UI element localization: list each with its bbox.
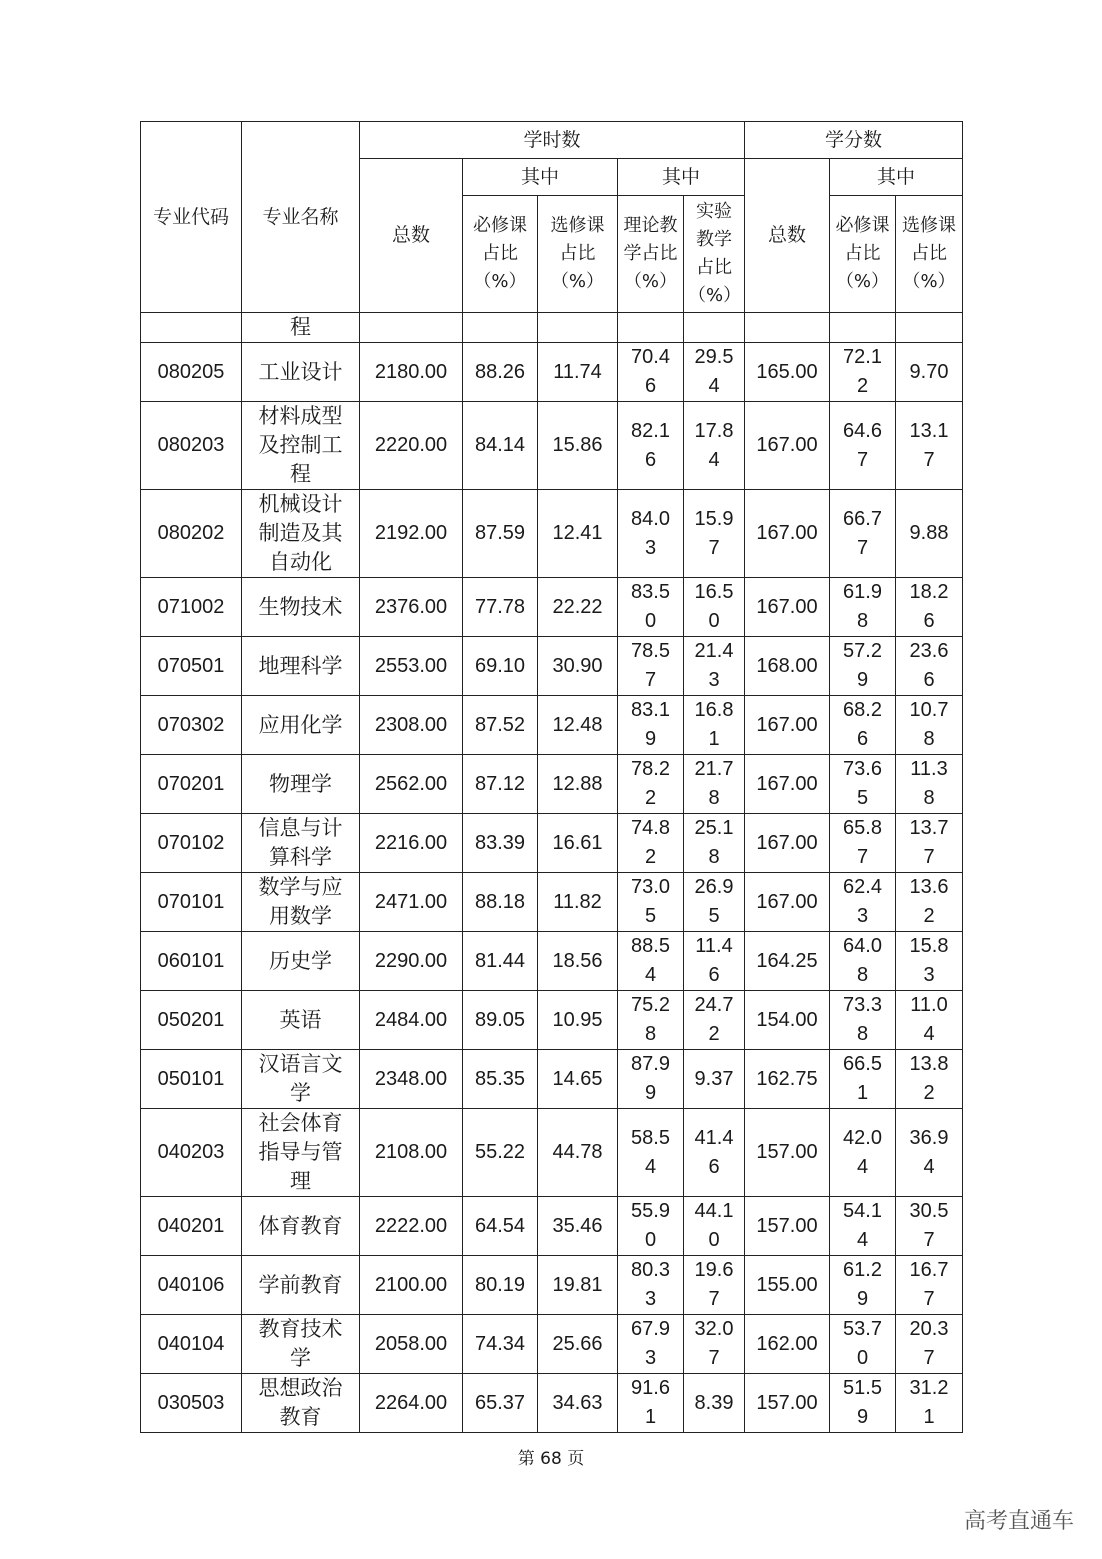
cell-credit-compulsory-pct: 73.38	[830, 991, 896, 1050]
table-row	[141, 490, 963, 578]
cell-elective-pct: 34.63	[538, 1374, 618, 1433]
cell-credit-elective-pct: 23.66	[896, 637, 963, 696]
cell-name: 教育技术学	[242, 1315, 360, 1374]
cell-elective-pct: 12.88	[538, 755, 618, 814]
table-row	[141, 637, 963, 696]
cell-hours-total: 2058.00	[360, 1315, 463, 1374]
table-row	[141, 1197, 963, 1256]
cell-elective-pct: 15.86	[538, 402, 618, 490]
cell-name: 生物技术	[242, 578, 360, 637]
cell-credits-total: 157.00	[745, 1374, 830, 1433]
cell-compulsory-pct: 65.37	[463, 1374, 538, 1433]
cell-name: 社会体育指导与管理	[242, 1109, 360, 1197]
cell-compulsory-pct: 87.52	[463, 696, 538, 755]
curriculum-table	[140, 121, 963, 1433]
cell-credits-total: 157.00	[745, 1109, 830, 1197]
cell-hours-total: 2180.00	[360, 343, 463, 402]
cell-elective-pct: 16.61	[538, 814, 618, 873]
cell-compulsory-pct: 64.54	[463, 1197, 538, 1256]
cell-credit-compulsory-pct: 42.04	[830, 1109, 896, 1197]
cell-credit-compulsory-pct: 54.14	[830, 1197, 896, 1256]
cell-credits-total: 154.00	[745, 991, 830, 1050]
cell-name: 地理科学	[242, 637, 360, 696]
cell-theory-pct: 87.99	[618, 1050, 684, 1109]
cell-credit-elective-pct: 16.77	[896, 1256, 963, 1315]
cell-credit-elective-pct: 15.83	[896, 932, 963, 991]
cell-credit-compulsory-pct: 64.67	[830, 402, 896, 490]
cell-code: 071002	[141, 578, 242, 637]
cell-credit-elective-pct: 31.21	[896, 1374, 963, 1433]
cell-lab-pct: 11.46	[684, 932, 745, 991]
cell-elective-pct: 30.90	[538, 637, 618, 696]
cell-credits-total: 155.00	[745, 1256, 830, 1315]
page-number: 第 68 页	[517, 1449, 585, 1469]
table-row	[141, 932, 963, 991]
cell-credit-elective-pct: 36.94	[896, 1109, 963, 1197]
cell-compulsory-pct: 77.78	[463, 578, 538, 637]
cell-elective-pct: 14.65	[538, 1050, 618, 1109]
cell-credit-elective-pct: 18.26	[896, 578, 963, 637]
cell-lab-pct: 9.37	[684, 1050, 745, 1109]
cell-compulsory-pct: 89.05	[463, 991, 538, 1050]
cell-theory-pct: 83.19	[618, 696, 684, 755]
cell-lab-pct: 25.18	[684, 814, 745, 873]
table-row	[141, 755, 963, 814]
cell-theory-pct: 78.22	[618, 755, 684, 814]
cell-compulsory-pct: 80.19	[463, 1256, 538, 1315]
cell-name: 工业设计	[242, 343, 360, 402]
cell-elective-pct: 18.56	[538, 932, 618, 991]
cell-lab-pct: 21.43	[684, 637, 745, 696]
cell-credits-total: 164.25	[745, 932, 830, 991]
cell-theory-pct: 73.05	[618, 873, 684, 932]
table-row	[141, 696, 963, 755]
cell-lab-pct: 16.50	[684, 578, 745, 637]
cell-compulsory-pct: 83.39	[463, 814, 538, 873]
cell-elective-pct: 44.78	[538, 1109, 618, 1197]
cell-lab-pct: 41.46	[684, 1109, 745, 1197]
cell-lab-pct: 44.10	[684, 1197, 745, 1256]
cell-credit-elective-pct: 9.88	[896, 490, 963, 578]
header-hours-of-which-1: 其中	[463, 159, 618, 196]
cell-code: 070101	[141, 873, 242, 932]
cell-lab-pct: 15.97	[684, 490, 745, 578]
cell-theory-pct: 67.93	[618, 1315, 684, 1374]
cell-name: 体育教育	[242, 1197, 360, 1256]
continuation-name: 程	[242, 313, 360, 343]
cell-credit-elective-pct: 9.70	[896, 343, 963, 402]
cell-credit-compulsory-pct: 62.43	[830, 873, 896, 932]
cell-hours-total: 2222.00	[360, 1197, 463, 1256]
header-lab-pct: 实验教学占比（%）	[684, 196, 745, 313]
cell-hours-total: 2216.00	[360, 814, 463, 873]
cell-credits-total: 165.00	[745, 343, 830, 402]
cell-elective-pct: 25.66	[538, 1315, 618, 1374]
table-row	[141, 402, 963, 490]
table-row	[141, 578, 963, 637]
cell-credits-total: 167.00	[745, 402, 830, 490]
cell-name: 历史学	[242, 932, 360, 991]
cell-lab-pct: 19.67	[684, 1256, 745, 1315]
cell-code: 070201	[141, 755, 242, 814]
cell-hours-total: 2348.00	[360, 1050, 463, 1109]
cell-name: 英语	[242, 991, 360, 1050]
cell-credit-compulsory-pct: 64.08	[830, 932, 896, 991]
cell-lab-pct: 26.95	[684, 873, 745, 932]
cell-name: 数学与应用数学	[242, 873, 360, 932]
cell-credits-total: 167.00	[745, 873, 830, 932]
cell-hours-total: 2290.00	[360, 932, 463, 991]
cell-credit-elective-pct: 13.77	[896, 814, 963, 873]
cell-credits-total: 167.00	[745, 578, 830, 637]
header-elective-pct: 选修课占比（%）	[538, 196, 618, 313]
header-credit-elective-pct: 选修课占比（%）	[896, 196, 963, 313]
cell-hours-total: 2308.00	[360, 696, 463, 755]
cell-code: 040201	[141, 1197, 242, 1256]
cell-credit-elective-pct: 10.78	[896, 696, 963, 755]
cell-theory-pct: 74.82	[618, 814, 684, 873]
header-name: 专业名称	[242, 122, 360, 313]
cell-compulsory-pct: 55.22	[463, 1109, 538, 1197]
cell-credit-elective-pct: 30.57	[896, 1197, 963, 1256]
cell-compulsory-pct: 84.14	[463, 402, 538, 490]
cell-credits-total: 157.00	[745, 1197, 830, 1256]
cell-lab-pct: 16.81	[684, 696, 745, 755]
cell-credit-compulsory-pct: 57.29	[830, 637, 896, 696]
cell-credits-total: 167.00	[745, 696, 830, 755]
cell-credit-compulsory-pct: 61.98	[830, 578, 896, 637]
cell-credit-compulsory-pct: 66.77	[830, 490, 896, 578]
watermark: 高考直通车	[963, 1509, 1074, 1534]
cell-credit-compulsory-pct: 65.87	[830, 814, 896, 873]
table-body	[141, 313, 963, 1433]
cell-elective-pct: 11.82	[538, 873, 618, 932]
continuation-row	[141, 313, 963, 343]
cell-theory-pct: 82.16	[618, 402, 684, 490]
cell-name: 信息与计算科学	[242, 814, 360, 873]
table-row	[141, 1315, 963, 1374]
header-credits-group: 学分数	[745, 122, 963, 159]
cell-credits-total: 168.00	[745, 637, 830, 696]
cell-theory-pct: 75.28	[618, 991, 684, 1050]
cell-elective-pct: 19.81	[538, 1256, 618, 1315]
cell-credit-elective-pct: 11.04	[896, 991, 963, 1050]
cell-lab-pct: 29.54	[684, 343, 745, 402]
cell-code: 060101	[141, 932, 242, 991]
cell-name: 材料成型及控制工程	[242, 402, 360, 490]
cell-name: 物理学	[242, 755, 360, 814]
cell-code: 070501	[141, 637, 242, 696]
header-hours-of-which-2: 其中	[618, 159, 745, 196]
cell-theory-pct: 58.54	[618, 1109, 684, 1197]
cell-hours-total: 2220.00	[360, 402, 463, 490]
table-row	[141, 1256, 963, 1315]
cell-elective-pct: 12.48	[538, 696, 618, 755]
header-hours-group: 学时数	[360, 122, 745, 159]
cell-theory-pct: 88.54	[618, 932, 684, 991]
cell-name: 汉语言文学	[242, 1050, 360, 1109]
cell-credit-compulsory-pct: 61.29	[830, 1256, 896, 1315]
cell-elective-pct: 12.41	[538, 490, 618, 578]
cell-code: 030503	[141, 1374, 242, 1433]
cell-elective-pct: 35.46	[538, 1197, 618, 1256]
cell-hours-total: 2484.00	[360, 991, 463, 1050]
cell-code: 070102	[141, 814, 242, 873]
header-credit-compulsory-pct: 必修课占比（%）	[830, 196, 896, 313]
cell-elective-pct: 11.74	[538, 343, 618, 402]
cell-compulsory-pct: 88.18	[463, 873, 538, 932]
cell-name: 机械设计制造及其自动化	[242, 490, 360, 578]
cell-credits-total: 167.00	[745, 814, 830, 873]
cell-theory-pct: 78.57	[618, 637, 684, 696]
cell-credit-compulsory-pct: 53.70	[830, 1315, 896, 1374]
cell-lab-pct: 32.07	[684, 1315, 745, 1374]
cell-hours-total: 2100.00	[360, 1256, 463, 1315]
header-compulsory-pct: 必修课占比（%）	[463, 196, 538, 313]
cell-name: 思想政治教育	[242, 1374, 360, 1433]
header-theory-pct: 理论教学占比（%）	[618, 196, 684, 313]
cell-credit-elective-pct: 11.38	[896, 755, 963, 814]
cell-credits-total: 167.00	[745, 755, 830, 814]
cell-credits-total: 162.00	[745, 1315, 830, 1374]
cell-code: 080202	[141, 490, 242, 578]
cell-compulsory-pct: 81.44	[463, 932, 538, 991]
cell-compulsory-pct: 87.59	[463, 490, 538, 578]
cell-credit-compulsory-pct: 72.12	[830, 343, 896, 402]
cell-credit-compulsory-pct: 51.59	[830, 1374, 896, 1433]
cell-code: 080205	[141, 343, 242, 402]
cell-code: 040203	[141, 1109, 242, 1197]
cell-elective-pct: 22.22	[538, 578, 618, 637]
table-row	[141, 1109, 963, 1197]
cell-hours-total: 2376.00	[360, 578, 463, 637]
cell-compulsory-pct: 88.26	[463, 343, 538, 402]
cell-theory-pct: 91.61	[618, 1374, 684, 1433]
cell-lab-pct: 17.84	[684, 402, 745, 490]
cell-compulsory-pct: 69.10	[463, 637, 538, 696]
cell-credit-elective-pct: 13.82	[896, 1050, 963, 1109]
cell-compulsory-pct: 85.35	[463, 1050, 538, 1109]
cell-hours-total: 2471.00	[360, 873, 463, 932]
cell-credit-compulsory-pct: 73.65	[830, 755, 896, 814]
cell-hours-total: 2553.00	[360, 637, 463, 696]
table-row	[141, 1374, 963, 1433]
cell-code: 040106	[141, 1256, 242, 1315]
cell-code: 080203	[141, 402, 242, 490]
cell-code: 050201	[141, 991, 242, 1050]
cell-lab-pct: 24.72	[684, 991, 745, 1050]
table-row	[141, 873, 963, 932]
cell-theory-pct: 80.33	[618, 1256, 684, 1315]
cell-credits-total: 167.00	[745, 490, 830, 578]
header-code: 专业代码	[141, 122, 242, 313]
table-row	[141, 1050, 963, 1109]
header-credits-total: 总数	[745, 159, 830, 313]
cell-code: 050101	[141, 1050, 242, 1109]
header-credits-of-which: 其中	[830, 159, 963, 196]
cell-hours-total: 2562.00	[360, 755, 463, 814]
cell-code: 040104	[141, 1315, 242, 1374]
cell-name: 学前教育	[242, 1256, 360, 1315]
cell-code: 070302	[141, 696, 242, 755]
cell-credit-elective-pct: 13.62	[896, 873, 963, 932]
table-row	[141, 814, 963, 873]
cell-elective-pct: 10.95	[538, 991, 618, 1050]
cell-compulsory-pct: 87.12	[463, 755, 538, 814]
cell-hours-total: 2264.00	[360, 1374, 463, 1433]
cell-credits-total: 162.75	[745, 1050, 830, 1109]
cell-credit-compulsory-pct: 66.51	[830, 1050, 896, 1109]
cell-lab-pct: 21.78	[684, 755, 745, 814]
cell-theory-pct: 83.50	[618, 578, 684, 637]
cell-hours-total: 2108.00	[360, 1109, 463, 1197]
cell-compulsory-pct: 74.34	[463, 1315, 538, 1374]
cell-credit-compulsory-pct: 68.26	[830, 696, 896, 755]
cell-lab-pct: 8.39	[684, 1374, 745, 1433]
cell-theory-pct: 55.90	[618, 1197, 684, 1256]
table-row	[141, 991, 963, 1050]
header-hours-total: 总数	[360, 159, 463, 313]
table-row	[141, 343, 963, 402]
cell-hours-total: 2192.00	[360, 490, 463, 578]
cell-theory-pct: 84.03	[618, 490, 684, 578]
cell-name: 应用化学	[242, 696, 360, 755]
cell-theory-pct: 70.46	[618, 343, 684, 402]
cell-credit-elective-pct: 13.17	[896, 402, 963, 490]
cell-credit-elective-pct: 20.37	[896, 1315, 963, 1374]
